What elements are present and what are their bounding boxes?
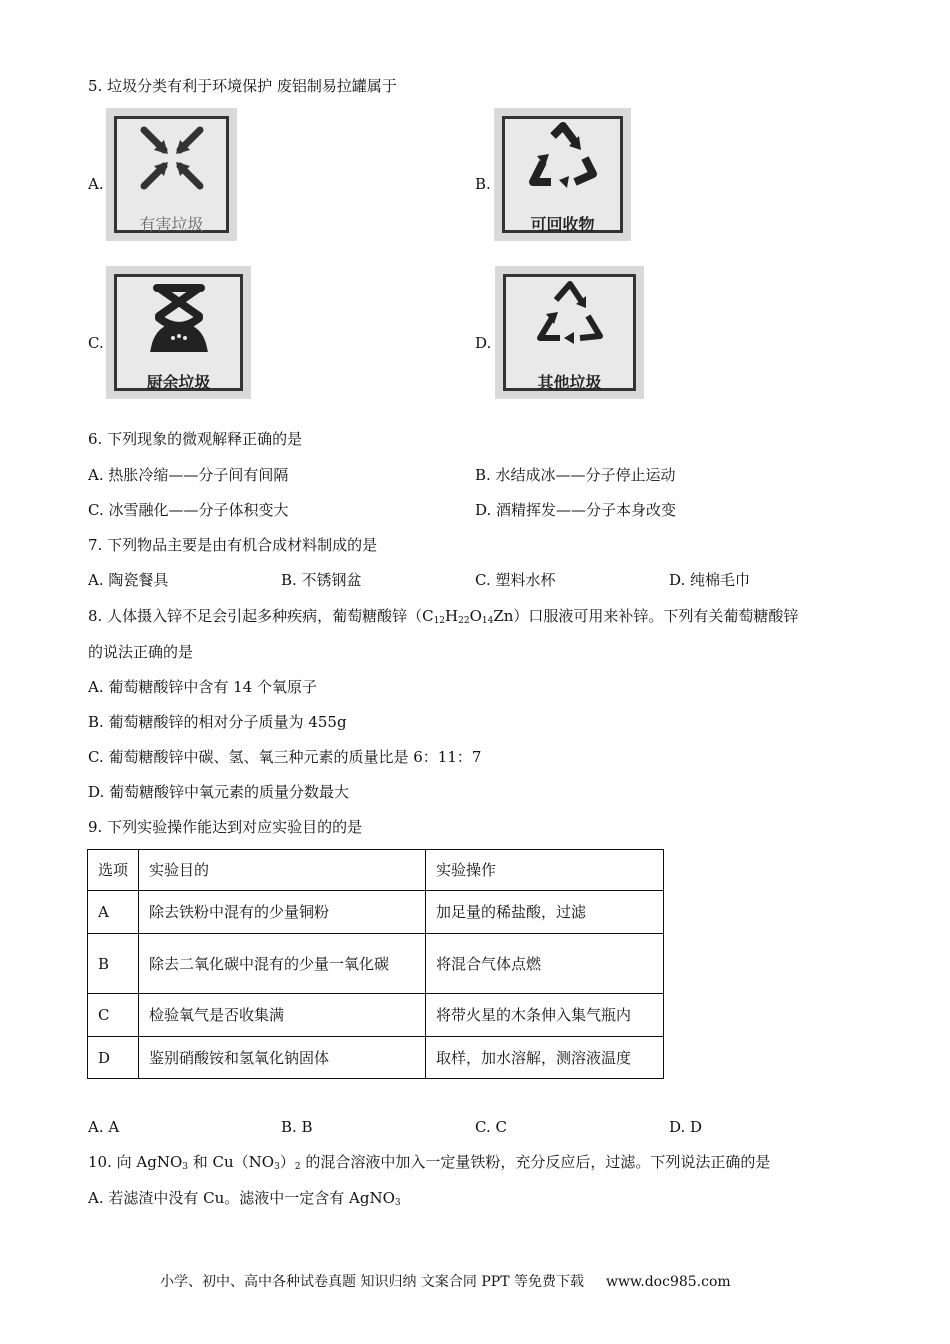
table-header-cell: 选项 [88, 850, 139, 891]
table-cell: A [88, 891, 139, 934]
q9-option-d: D. D [669, 1118, 703, 1136]
q7-option-d: D. 纯棉毛巾 [669, 571, 751, 589]
q5-option-d-label: D. [475, 334, 492, 352]
kitchen-waste-sign [106, 266, 251, 399]
q5-stem: 5. 垃圾分类有利于环境保护 废铝制易拉罐属于 [88, 77, 397, 95]
hazardous-waste-sign [106, 108, 237, 241]
q9-option-a: A. A [88, 1118, 120, 1136]
table-row [88, 1037, 664, 1079]
sign-caption-c: 厨余垃圾 [146, 373, 211, 392]
q6-option-d: D. 酒精挥发——分子本身改变 [475, 501, 677, 519]
table-cell: 除去二氧化碳中混有的少量一氧化碳 [139, 934, 426, 994]
page-footer [160, 1271, 731, 1291]
table-cell: 将混合气体点燃 [426, 934, 664, 994]
q8-option-d: D. 葡萄糖酸锌中氧元素的质量分数最大 [88, 783, 350, 801]
q10-option-a: A. 若滤渣中没有 Cu。滤液中一定含有 AgNO$_3$ [88, 1189, 401, 1208]
q5-option-b-label: B. [475, 175, 491, 193]
sign-caption-b: 可回收物 [530, 215, 595, 234]
sign-caption-d: 其他垃圾 [537, 373, 602, 392]
q7-stem: 7. 下列物品主要是由有机合成材料制成的是 [88, 536, 378, 554]
experiment-table [87, 849, 664, 1079]
q8-option-b: B. 葡萄糖酸锌的相对分子质量为 455g [88, 713, 347, 731]
table-header-row [88, 850, 664, 891]
table-cell: D [88, 1037, 139, 1079]
sign-caption-a: 有害垃圾 [139, 215, 204, 234]
q10-stem: 10. 向 AgNO$_3$ 和 $Cu(NO_3)_2$ 的混合溶液中加入一定量铁粉，充分反应后，过滤。下列说法正确的是 [88, 1153, 771, 1172]
q8-stem: 8. 人体摄入锌不足会引起多种疾病，葡萄糖酸锌$(C_{12}H_{22}O_{14}Zn)$口服液可用来补锌。下列有关葡萄糖酸锌 [88, 607, 799, 626]
q7-option-b: B. 不锈钢盆 [281, 571, 362, 589]
kitchen-waste-icon [139, 276, 219, 360]
table-row [88, 994, 664, 1037]
table-cell: 除去铁粉中混有的少量铜粉 [139, 891, 426, 934]
table-header-cell: 实验操作 [426, 850, 664, 891]
q8-option-c: C. 葡萄糖酸锌中碳、氢、氧三种元素的质量比是 6：11：7 [88, 748, 482, 766]
q5-option-a-label: A. [88, 175, 104, 193]
q9-option-c: C. C [475, 1118, 507, 1136]
q8-option-a: A. 葡萄糖酸锌中含有 14 个氧原子 [88, 678, 317, 696]
other-waste-sign [495, 266, 644, 399]
q6-option-c: C. 冰雪融化——分子体积变大 [88, 501, 289, 519]
table-cell: 取样，加水溶解，测溶液温度 [426, 1037, 664, 1079]
q9-stem: 9. 下列实验操作能达到对应实验目的的是 [88, 818, 363, 836]
q8-stem-line2: 的说法正确的是 [88, 643, 194, 661]
table-header-cell: 实验目的 [139, 850, 426, 891]
q7-option-c: C. 塑料水杯 [475, 571, 556, 589]
hazardous-waste-icon [132, 118, 212, 198]
table-cell: C [88, 994, 139, 1037]
table-row [88, 934, 664, 994]
footer-text: 小学、初中、高中各种试卷真题 知识归纳 文案合同 PPT 等免费下载 [160, 1274, 584, 1290]
q6-option-a: A. 热胀冷缩——分子间有间隔 [88, 466, 289, 484]
table-cell: 检验氧气是否收集满 [139, 994, 426, 1037]
q6-stem: 6. 下列现象的微观解释正确的是 [88, 430, 303, 448]
recyclable-icon [523, 118, 603, 198]
footer-url[interactable]: www.doc985.com [605, 1274, 731, 1290]
table-cell: 鉴别硝酸铵和氢氧化钠固体 [139, 1037, 426, 1079]
q6-option-b: B. 水结成冰——分子停止运动 [475, 466, 676, 484]
table-cell: 加足量的稀盐酸，过滤 [426, 891, 664, 934]
table-cell: 将带火星的木条伸入集气瓶内 [426, 994, 664, 1037]
recyclable-sign [494, 108, 631, 241]
q7-option-a: A. 陶瓷餐具 [88, 571, 169, 589]
table-cell: B [88, 934, 139, 994]
other-waste-icon [530, 276, 610, 356]
q5-option-c-label: C. [88, 334, 104, 352]
table-row [88, 891, 664, 934]
q9-option-b: B. B [281, 1118, 313, 1136]
